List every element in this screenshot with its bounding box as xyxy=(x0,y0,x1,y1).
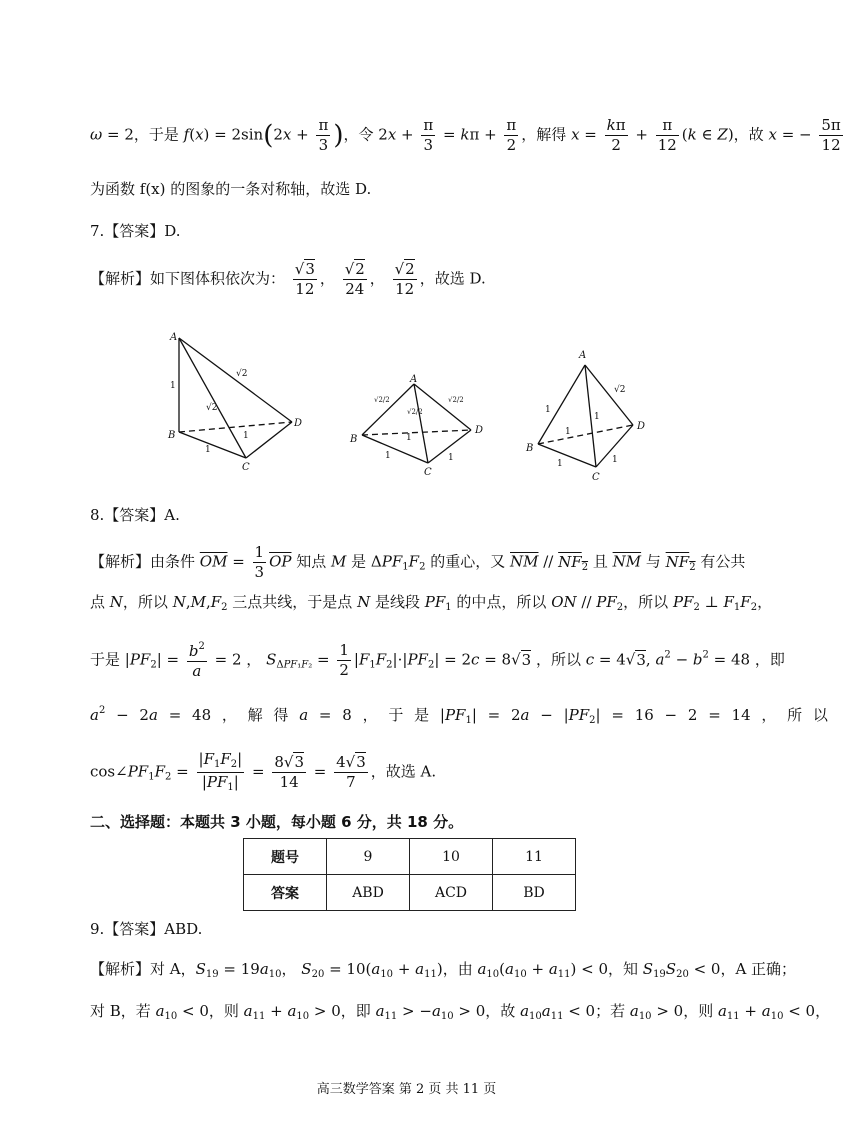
q8-line-3: 于是 $|PF_2|$ = $\frac{b^2}{a}$ = 2 ， $S_{\Delta PF_1F_2}$ = $\frac{1}{2}$ $|F_1F_2|\cdot|PF_2| = 2c = 8√3$ ，所以 c = 4√3, $a^2 - b^2 = 48$ ，即 xyxy=(90,641,785,680)
fig1-label-A: A xyxy=(170,332,178,343)
figure-3 xyxy=(538,365,633,467)
svg-text:1: 1 xyxy=(557,459,563,469)
fig3-label-D: D xyxy=(637,421,646,432)
table-header-cell: 10 xyxy=(410,839,493,875)
svg-text:√2: √2 xyxy=(614,385,626,395)
p1-line: ω = 2，于是 f(x) = 2sin(2x + $\frac{\pi}{3}$ )，令 2x + $\frac{\pi}{3}$ = kπ + $\frac{\pi}{2}$ ，解得 x = $\frac{k\pi}{2}$ + $\frac{\pi}{12}$ (k ∈ Z)，故 x = − $\frac{5\pi}{12}$ xyxy=(90,116,841,154)
q8-answer: 8.【答案】A. xyxy=(90,506,180,524)
table-header-cell: 11 xyxy=(493,839,576,875)
svg-text:√2/2: √2/2 xyxy=(407,408,423,416)
fig2-label-D: D xyxy=(475,425,484,436)
svg-text:1: 1 xyxy=(545,405,551,415)
fig3-label-A: A xyxy=(579,350,587,361)
table-cell: BD xyxy=(493,875,576,911)
p2-line: 为函数 f(x) 的图象的一条对称轴，故选 D. xyxy=(90,180,372,198)
fig2-label-C: C xyxy=(424,467,432,478)
q7-answer: 7.【答案】D. xyxy=(90,222,181,240)
fig2-label-B: B xyxy=(350,434,358,445)
svg-text:1: 1 xyxy=(448,453,454,463)
svg-text:√2/2: √2/2 xyxy=(374,396,390,404)
q7-analysis: 【解析】如下图体积依次为： $\frac{√3}{12}$ ， $\frac{√2}{24}$ ， $\frac{√2}{12}$ ，故选 D. xyxy=(90,260,486,298)
svg-text:1: 1 xyxy=(406,433,412,443)
svg-text:1: 1 xyxy=(170,381,176,391)
svg-text:1: 1 xyxy=(594,412,600,422)
fig3-label-B: B xyxy=(526,443,534,454)
fig1-label-D: D xyxy=(294,418,303,429)
svg-text:1: 1 xyxy=(385,451,391,461)
table-row xyxy=(244,839,576,875)
fig3-label-C: C xyxy=(592,472,600,483)
table-cell: 答案 xyxy=(244,875,327,911)
svg-text:√2: √2 xyxy=(236,369,248,379)
svg-text:1: 1 xyxy=(205,445,211,455)
figure-1 xyxy=(179,338,292,458)
tetrahedron-figures xyxy=(0,320,813,490)
q8-line-4: $a^2 - 2a = 48$ ， 解 得 a = 8 ， 于 是 $|PF_1| = 2a - |PF_2| = 16 - 2 = 14$ ， 所 以 xyxy=(90,705,828,726)
section-2-heading: 二、选择题：本题共 3 小题，每小题 6 分，共 18 分。 xyxy=(90,813,464,831)
q9-line-2: 对 B，若 $a_{10} < 0$，则 $a_{11} + a_{10} > 0$，即 $a_{11} > -a_{10} > 0$，故 $a_{10}a_{11} < 0$；若 $a_{10} > 0$，则 $a_{11} + a_{10} < 0$， xyxy=(90,1002,831,1022)
page-footer: 高三数学答案 第 2 页 共 11 页 xyxy=(316,1082,497,1097)
fig1-label-B: B xyxy=(168,430,176,441)
q9-line-1: 【解析】对 A，$S_{19} = 19a_{10}$， $S_{20} = 10(a_{10} + a_{11})$，由 $a_{10}(a_{10} + a_{11}) < 0$，知 $S_{19}S_{20} < 0$，A 正确； xyxy=(90,960,797,980)
q8-line-1: 【解析】由条件 $\overline{OM}$ = $\frac{1}{3}$ $\overline{OP}$ 知点 M 是 $\Delta PF_1F_2$ 的重心，又 $\overline{NM} // NF_2$ 且 $\overline{NM}$ 与 $NF_2$ 有公共 xyxy=(90,543,746,581)
fig2-label-A: A xyxy=(410,374,418,385)
table-row xyxy=(244,875,576,911)
svg-text:1: 1 xyxy=(612,455,618,465)
table-cell: ABD xyxy=(327,875,410,911)
q8-line-5: $\cos\angle PF_1F_2$ = $\frac{|F_1F_2|}{|PF_1|}$ = $\frac{8√3}{14}$ = $\frac{4√3}{7}$ ，故选 A. xyxy=(90,750,437,793)
table-header-cell: 题号 xyxy=(244,839,327,875)
fig1-label-C: C xyxy=(242,462,250,473)
svg-text:1: 1 xyxy=(243,431,249,441)
answer-table xyxy=(243,838,576,911)
q8-line-2: 点 N，所以 $N,M,F_2$ 三点共线，于是点 N 是线段 $PF_1$ 的中点，所以 ON // $PF_2$，所以 $PF_2$ ⊥ $F_1F_2$， xyxy=(90,593,773,613)
svg-text:√2/2: √2/2 xyxy=(448,396,464,404)
table-cell: ACD xyxy=(410,875,493,911)
q9-answer: 9.【答案】ABD. xyxy=(90,920,203,938)
svg-text:√2: √2 xyxy=(206,403,218,413)
table-header-cell: 9 xyxy=(327,839,410,875)
svg-text:1: 1 xyxy=(565,427,571,437)
